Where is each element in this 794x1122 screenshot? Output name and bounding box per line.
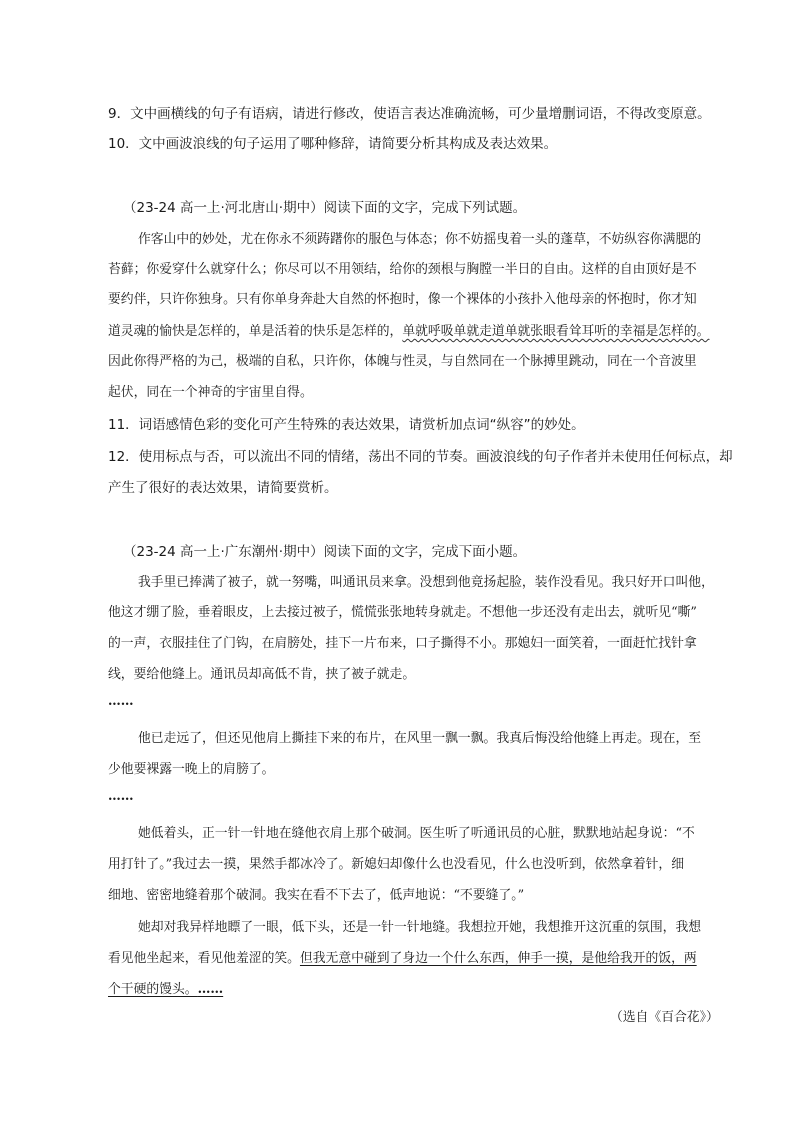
sec3-passage-line: 的一声，衣服挂住了门钩，在肩膀处，挂下一片布来，口子撕得不小。那媳妇一面笑着，一面赶忙找针拿 <box>108 636 697 651</box>
sec3-passage-line: 用打针了。”我过去一摸，果然手都冰冷了。新媳妇却像什么也没看见，什么也没听到，依然拿着针，细 <box>108 857 685 872</box>
sec3-passage-line <box>108 978 223 997</box>
question-12-line: 12．使用标点与否，可以流出不同的情绪，荡出不同的节奏。画波浪线的句子作者并未使用任何标点，却 <box>108 449 733 465</box>
question-12-line: 产生了很好的表达效果，请简要赏析。 <box>108 480 338 496</box>
sec2-passage-line: 起伏，同在一个神奇的宇宙里自得。 <box>108 385 313 400</box>
sec3-passage-line: 她却对我异样地瞟了一眼，低下头，还是一针一针地缝。我想拉开她，我想推开这沉重的氛围，我想 <box>138 920 702 935</box>
sec2-passage-line <box>108 320 709 339</box>
sec2-passage-line: 苔藓；你爱穿什么就穿什么；你尽可以不用领结，给你的颈根与胸膛一半日的自由。这样的自由顶好是不 <box>108 262 697 277</box>
ellipsis: …… <box>108 789 134 804</box>
sec2-passage-line: 作客山中的妙处，尤在你永不须踌躇你的服色与体态；你不妨摇曳着一头的蓬草，不妨纵容你满腮的 <box>138 232 702 247</box>
question-10: 10．文中画波浪线的句子运用了哪种修辞，请简要分析其构成及表达效果。 <box>108 136 558 152</box>
section2-header: （23-24 高一上·河北唐山·期中）阅读下面的文字，完成下列试题。 <box>123 200 527 216</box>
sec3-passage-line: 少他要裸露一晚上的肩膀了。 <box>108 762 275 777</box>
sec3-passage-line: 他已走远了，但还见他肩上撕挂下来的布片，在风里一飘一飘。我真后悔没给他缝上再走。现在，至 <box>138 731 702 746</box>
sec2-passage-line: 因此你得严格的为己，极端的自私，只许你，体魄与性灵，与自然同在一个脉搏里跳动，同在一个音波里 <box>108 354 697 369</box>
source-citation: （选自《百合花》） <box>610 1010 719 1025</box>
question-11: 11．词语感情色彩的变化可产生特殊的表达效果，请赏析加点词“纵容”的妙处。 <box>108 417 585 433</box>
sec3-passage-line: 她低着头，正一针一针地在缝他衣肩上那个破洞。医生听了听通讯员的心脏，默默地站起身说：“不 <box>138 826 695 841</box>
sec2-passage-segment: 道灵魂的愉快是怎样的，单是活着的快乐是怎样的， <box>108 324 403 339</box>
sec3-passage-segment: 看见他坐起来，看见他羞涩的笑。 <box>108 951 300 966</box>
ellipsis: …… <box>197 982 224 997</box>
question-9: 9．文中画横线的句子有语病，请进行修改，使语言表达准确流畅，可少量增删词语，不得改变原意。 <box>108 106 711 122</box>
sec3-passage-line: 线，要给他缝上。通讯员却高低不肯，挟了被子就走。 <box>108 667 416 682</box>
underlined-sentence: 但我无意中碰到了身边一个什么东西，伸手一摸，是他给我开的饭，两 <box>299 951 697 966</box>
section3-header: （23-24 高一上·广东潮州·期中）阅读下面的文字，完成下面小题。 <box>123 544 527 560</box>
sec3-passage-line: 细地、密密地缝着那个破洞。我实在看不下去了，低声地说：“不要缝了。” <box>108 888 525 903</box>
sec2-passage-line: 要约伴，只许你独身。只有你单身奔赴大自然的怀抱时，像一个裸体的小孩扑入他母亲的怀抱时，你才知 <box>108 292 697 307</box>
ellipsis: …… <box>108 694 134 709</box>
underlined-sentence: 个干硬的馒头。 <box>108 982 198 997</box>
sec3-passage-line: 他这才绷了脸，垂着眼皮，上去接过被子，慌慌张张地转身就走。不想他一步还没有走出去，就听见“嘶” <box>108 605 697 620</box>
sec3-passage-line <box>108 947 697 966</box>
sec3-passage-line: 我手里已捧满了被子，就一努嘴，叫通讯员来拿。没想到他竟扬起脸，装作没看见。我只好开口叫他， <box>138 575 714 590</box>
wavy-underlined-sentence: 单就呼吸单就走道单就张眼看耸耳听的幸福是怎样的。 <box>402 324 710 339</box>
